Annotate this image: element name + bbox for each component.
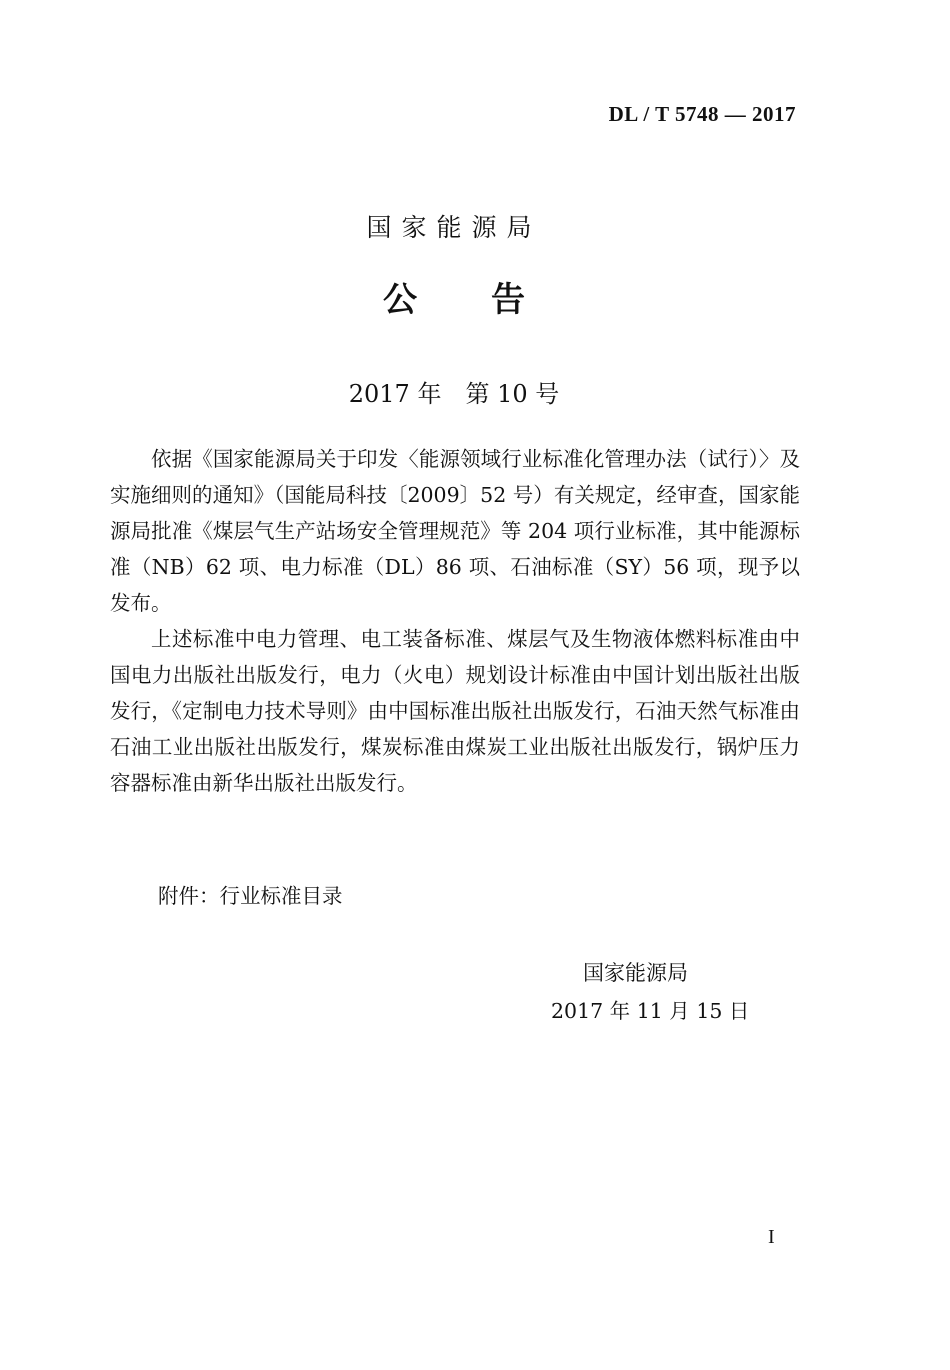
- announcement-body: [110, 441, 800, 801]
- body-paragraph-1: 依据《国家能源局关于印发〈能源领域行业标准化管理办法（试行）〉及实施细则的通知》（国能局科技〔2009〕52 号）有关规定，经审查，国家能源局批准《煤层气生产站场安全管理规范》等 204 项行业标准，其中能源标准（NB）62 项、电力标准（DL）86 项、石油标准（SY）56 项，现予以发布。: [110, 447, 800, 615]
- page-number: I: [768, 1226, 775, 1248]
- body-paragraph-2: 上述标准中电力管理、电工装备标准、煤层气及生物液体燃料标准由中国电力出版社出版发行，电力（火电）规划设计标准由中国计划出版社出版发行，《定制电力技术导则》由中国标准出版社出版发行，石油天然气标准由石油工业出版社出版发行，煤炭标准由煤炭工业出版社出版发行，锅炉压力容器标准由新华出版社出版发行。: [110, 627, 800, 795]
- issuing-agency: 国家能源局: [366, 213, 542, 242]
- attachment-note: 附件：行业标准目录: [158, 884, 343, 908]
- signature-organization: 国家能源局: [583, 961, 688, 985]
- announcement-number: 2017 年 第 10 号: [348, 380, 560, 408]
- document-title: 公告: [383, 280, 599, 320]
- standard-code: DL / T 5748 — 2017: [608, 102, 796, 126]
- signature-date: 2017 年 11 月 15 日: [551, 999, 750, 1023]
